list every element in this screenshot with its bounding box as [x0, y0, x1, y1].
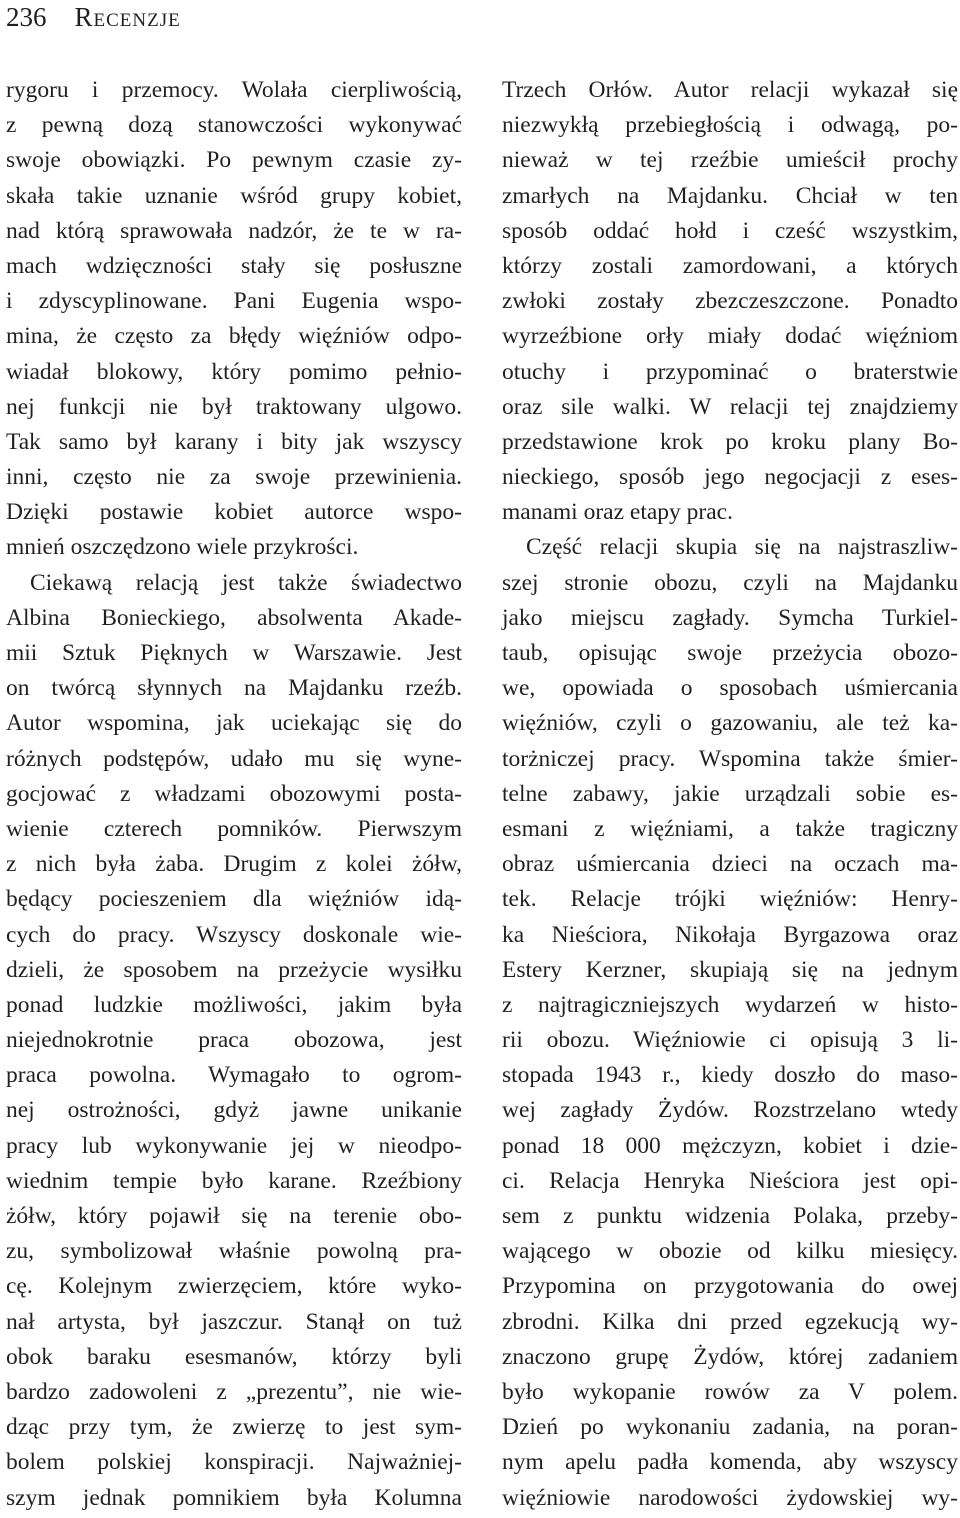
- text-line: dzieli, że sposobem na przeżycie wysiłku: [6, 956, 462, 983]
- text-line: ka Nieściora, Nikołaja Byrgazowa oraz: [502, 921, 958, 948]
- text-line: wej zagłady Żydów. Rozstrzelano wtedy: [502, 1097, 958, 1124]
- text-line: więźniowie narodowości żydowskiej wy-: [502, 1484, 958, 1511]
- text-line: wiednim tempie było karane. Rzeźbiony: [6, 1167, 462, 1194]
- text-line: wiadał blokowy, który pomimo pełnio-: [6, 358, 462, 385]
- text-line: mach wdzięczności stały się posłuszne: [6, 252, 462, 279]
- text-line: taub, opisując swoje przeżycia obozo-: [502, 640, 958, 666]
- text-line: rii obozu. Więźniowie ci opisują 3 li-: [502, 1027, 958, 1054]
- text-line: z najtragiczniejszych wydarzeń w histo-: [502, 991, 958, 1018]
- text-line: nym apelu padła komenda, aby wszyscy: [502, 1449, 958, 1476]
- text-line: wienie czterech pomników. Pierwszym: [6, 815, 462, 842]
- text-line: sposób oddać hołd i cześć wszystkim,: [502, 217, 958, 244]
- text-line: otuchy i przypominać o braterstwie: [502, 358, 958, 385]
- text-line: szym jednak pomnikiem była Kolumna: [6, 1484, 462, 1511]
- text-line: ci. Relacja Henryka Nieściora jest opi-: [502, 1167, 958, 1194]
- text-line: swoje obowiązki. Po pewnym czasie zy-: [6, 147, 462, 174]
- text-line: z nich była żaba. Drugim z kolei żółw,: [6, 851, 462, 878]
- text-line: zwłoki zostały zbezczeszczone. Ponadto: [502, 288, 958, 315]
- text-line: z pewną dozą stanowczości wykonywać: [6, 112, 462, 139]
- text-line: stopada 1943 r., kiedy doszło do maso-: [502, 1062, 958, 1089]
- left-text-column: [6, 73, 462, 1516]
- text-line: mina, że często za błędy więźniów odpo-: [6, 323, 462, 350]
- text-line: znaczono grupę Żydów, której zadaniem: [502, 1343, 958, 1370]
- text-line: niejednokrotnie praca obozowa, jest: [6, 1027, 462, 1054]
- text-line: nej ostrożności, gdyż jawne unikanie: [6, 1097, 462, 1124]
- text-line: zu, symbolizował właśnie powolną pra-: [6, 1238, 462, 1265]
- text-line: on twórcą słynnych na Majdanku rzeźb.: [6, 675, 462, 702]
- right-text-column: [502, 73, 958, 1516]
- text-line: niezwykłą przebiegłością i odwagą, po-: [502, 112, 958, 139]
- text-line: nał artysta, był jaszczur. Stanął on tuż: [6, 1308, 462, 1335]
- text-line: tek. Relacje trójki więźniów: Henry-: [502, 886, 958, 913]
- text-line: będący pocieszeniem dla więźniów idą-: [6, 886, 462, 913]
- text-line: dząc przy tym, że zwierzę to jest sym-: [6, 1414, 462, 1441]
- text-line: było wykopanie rowów za V polem.: [502, 1378, 958, 1405]
- text-line: Ciekawą relacją jest także świadectwo: [30, 569, 462, 596]
- text-line: nad którą sprawowała nadzór, że te w ra-: [6, 217, 462, 244]
- text-line: bardzo zadowoleni z „prezentu”, nie wie-: [6, 1378, 462, 1405]
- text-line: sem z punktu widzenia Polaka, przeby-: [502, 1203, 958, 1229]
- text-line: inni, często nie za swoje przewinienia.: [6, 464, 462, 491]
- text-line: rygoru i przemocy. Wolała cierpliwością,: [6, 77, 462, 103]
- text-line: oraz sile walki. W relacji tej znajdziemy: [502, 393, 958, 420]
- text-line: nej funkcji nie był traktowany ulgowo.: [6, 393, 462, 420]
- text-line: więźniów, czyli o gazowaniu, ale też ka-: [502, 710, 958, 737]
- text-line: mnień oszczędzono wiele przykrości.: [6, 534, 359, 561]
- text-line: mii Sztuk Pięknych w Warszawie. Jest: [6, 640, 462, 666]
- running-head: [6, 0, 181, 34]
- text-line: esmani z więźniami, a także tragiczny: [502, 815, 958, 842]
- text-line: obok baraku esesmanów, którzy byli: [6, 1343, 462, 1370]
- text-line: skała takie uznanie wśród grupy kobiet,: [6, 182, 462, 209]
- text-line: żółw, który pojawił się na terenie obo-: [6, 1203, 462, 1229]
- text-line: pracy lub wykonywanie jej w nieodpo-: [6, 1132, 462, 1159]
- text-line: Albina Bonieckiego, absolwenta Akade-: [6, 604, 462, 631]
- text-line: nieważ w tej rzeźbie umieścił prochy: [502, 147, 958, 174]
- text-line: gocjować z władzami obozowymi posta-: [6, 780, 462, 807]
- text-line: Autor wspomina, jak uciekając się do: [6, 710, 462, 737]
- text-line: Estery Kerzner, skupiają się na jednym: [502, 956, 958, 983]
- text-line: telne zabawy, jakie urządzali sobie es-: [502, 780, 958, 807]
- text-line: którzy zostali zamordowani, a których: [502, 252, 958, 279]
- text-line: nieckiego, sposób jego negocjacji z eses-: [502, 464, 958, 491]
- text-line: różnych podstępów, udało mu się wyne-: [6, 745, 462, 772]
- text-line: przedstawione krok po kroku plany Bo-: [502, 428, 958, 455]
- text-line: we, opowiada o sposobach uśmiercania: [502, 675, 958, 702]
- text-line: jako miejscu zagłady. Symcha Turkiel-: [502, 604, 958, 631]
- text-line: bolem polskiej konspiracji. Najważniej-: [6, 1449, 462, 1476]
- text-line: Tak samo był karany i bity jak wszyscy: [6, 428, 462, 455]
- text-line: praca powolna. Wymagało to ogrom-: [6, 1062, 462, 1089]
- text-line: wyrzeźbione orły miały dodać więźniom: [502, 323, 958, 350]
- text-line: wającego w obozie od kilku miesięcy.: [502, 1238, 958, 1265]
- text-line: Trzech Orłów. Autor relacji wykazał się: [502, 77, 958, 103]
- text-line: Przypomina on przygotowania do owej: [502, 1273, 958, 1300]
- text-line: obraz uśmiercania dzieci na oczach ma-: [502, 851, 958, 878]
- text-line: i zdyscyplinowane. Pani Eugenia wspo-: [6, 288, 462, 315]
- text-line: zbrodni. Kilka dni przed egzekucją wy-: [502, 1308, 958, 1335]
- text-line: Dzięki postawie kobiet autorce wspo-: [6, 499, 462, 526]
- text-line: zmarłych na Majdanku. Chciał w ten: [502, 182, 958, 209]
- text-line: ponad 18 000 mężczyzn, kobiet i dzie-: [502, 1132, 958, 1159]
- text-line: Część relacji skupia się na najstraszliw-: [526, 534, 958, 561]
- page-number: 236: [6, 2, 47, 32]
- text-line: ponad ludzkie możliwości, jakim była: [6, 991, 462, 1018]
- text-line: manami oraz etapy prac.: [502, 499, 733, 526]
- section-title: Recenzje: [74, 2, 181, 32]
- text-line: cych do pracy. Wszyscy doskonale wie-: [6, 921, 462, 948]
- text-line: torżniczej pracy. Wspomina także śmier-: [502, 745, 958, 772]
- text-line: Dzień po wykonaniu zadania, na poran-: [502, 1414, 958, 1441]
- text-line: szej stronie obozu, czyli na Majdanku: [502, 569, 958, 596]
- text-line: cę. Kolejnym zwierzęciem, które wyko-: [6, 1273, 462, 1300]
